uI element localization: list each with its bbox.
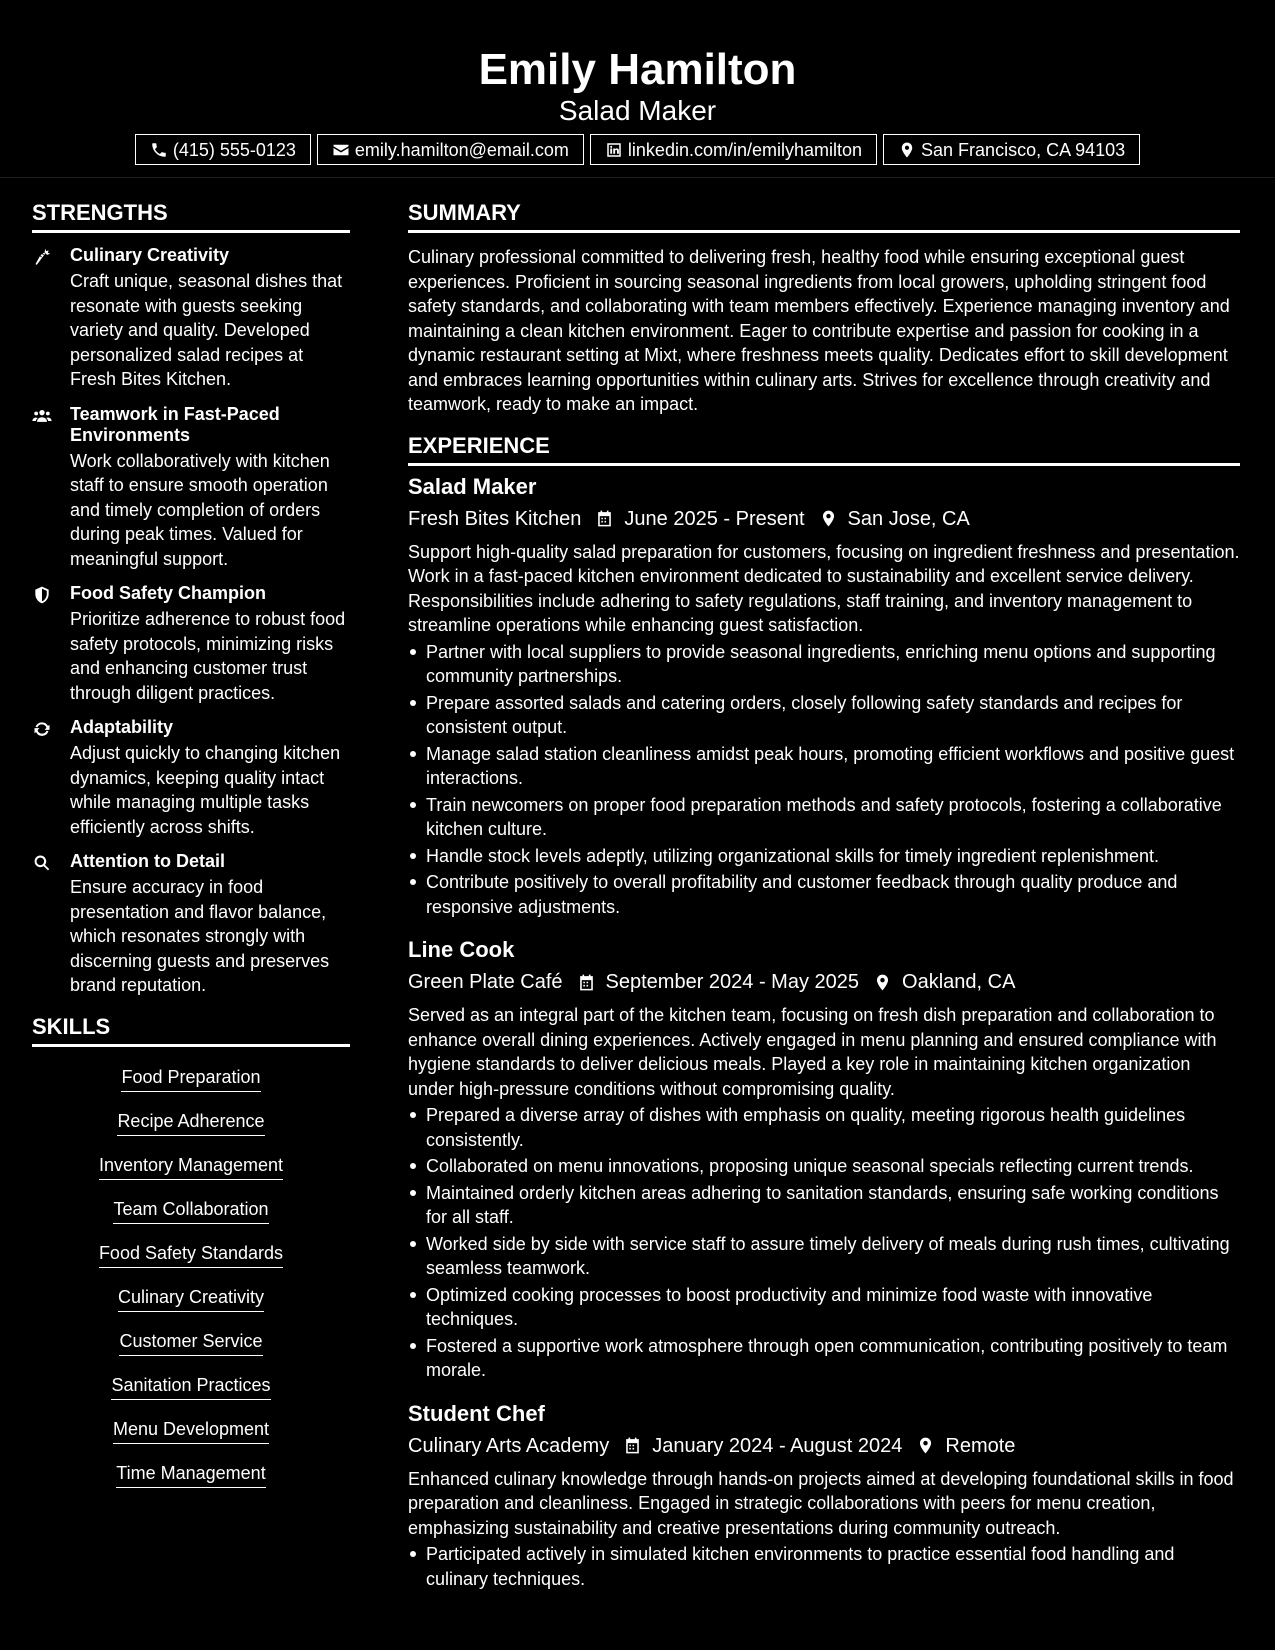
section-divider [408,463,1240,466]
strength-title: Teamwork in Fast-Paced Environments [70,403,280,445]
job-bullet: Fostered a supportive work atmosphere through open communication, contributing positively to team morale. [408,1334,1240,1383]
contact-phone[interactable] [135,134,311,165]
section-divider [32,1044,350,1047]
job-bullets [408,1103,1240,1383]
job-description: Served as an integral part of the kitchen team, focusing on fresh dish preparation and collaboration to enhance overall dining experiences. Actively engaged in menu planning and ensured compliance with hygiene standards to deliver delicious meals. Played a key role in maintaining kitchen organization under high-pressure conditions without compromising quality. [408,1005,1217,1099]
location-icon [898,141,916,159]
shield-icon [32,585,52,605]
job-bullet: Optimized cooking processes to boost productivity and minimize food waste with innovative techniques. [408,1283,1240,1332]
contact-linkedin-text: linkedin.com/in/emilyhamilton [627,139,863,160]
skill-tag: Sanitation Practices [111,1373,270,1400]
job-dates: June 2025 - Present [624,507,805,530]
summary-heading: SUMMARY [408,200,521,225]
job-entry [408,474,1240,920]
strength-item [32,245,350,392]
right-column [408,196,1240,1609]
skill-tag: Inventory Management [99,1153,283,1180]
strength-item [32,404,350,572]
sync-icon [32,719,52,739]
skill-tag: Recipe Adherence [117,1109,264,1136]
job-bullet: Prepare assorted salads and catering orders, closely following safety standards and recipes for consistent output. [408,691,1240,740]
location-icon [819,509,838,528]
job-bullet: Handle stock levels adeptly, utilizing organizational skills for timely ingredient replenishment. [408,844,1240,869]
calendar-icon [595,509,614,528]
location-icon [916,1436,935,1455]
job-location: San Jose, CA [847,507,970,530]
skill-tag: Menu Development [113,1417,269,1444]
linkedin-icon [605,141,623,159]
strength-title: Food Safety Champion [70,583,267,603]
strength-title: Culinary Creativity [70,245,230,265]
section-divider [32,230,350,233]
job-meta [408,1433,1240,1459]
job-location: Oakland, CA [902,971,1016,993]
job-title: Student Chef [408,1400,545,1426]
skills-heading: SKILLS [32,1013,111,1039]
job-meta [408,506,1240,532]
strength-item [32,717,350,839]
contact-email-text: emily.hamilton@email.com [354,139,569,160]
email-icon [332,141,350,159]
job-description: Support high-quality salad preparation for customers, focusing on ingredient freshness and presentation. Work in a fast-paced kitchen environment dedicated to sustainability and excellent service delivery. Responsibilities include adhering to safety regulations, staff training, and inventory management to streamline operations while enhancing guest satisfaction. [408,541,1240,635]
experience-heading: EXPERIENCE [408,432,550,458]
location-icon [873,973,892,992]
candidate-title: Salad Maker [558,95,717,126]
users-icon [32,406,52,426]
left-column [32,196,350,1505]
job-company: Green Plate Café [408,971,563,993]
strengths-heading: STRENGTHS [32,200,168,225]
strength-desc: Adjust quickly to changing kitchen dynamics, keeping quality intact while managing multiple tasks efficiently across shifts. [70,743,341,837]
skills-list [32,1059,350,1505]
skill-tag: Customer Service [119,1329,262,1356]
phone-icon [150,141,168,159]
summary-text: Culinary professional committed to delivering fresh, healthy food while ensuring exceptional guest experiences. Proficient in sourcing seasonal ingredients from local growers, upholding stringent food safety standards, and collaborating with team members effectively. Experience managing inventory and maintaining a clean kitchen environment. Eager to contribute expertise and passion for cooking in a dynamic restaurant setting at Mixt, where freshness meets quality. Dedicates effort to skill development and embraces learning opportunities within culinary arts. Strives for excellence through creativity and teamwork, ready to make an impact. [408,247,1230,414]
job-bullet: Manage salad station cleanliness amidst peak hours, promoting efficient workflows and positive guest interactions. [408,742,1240,791]
skill-tag: Team Collaboration [113,1197,268,1224]
contact-email[interactable] [317,134,584,165]
job-bullet: Train newcomers on proper food preparation methods and safety protocols, fostering a collaborative kitchen culture. [408,793,1240,842]
strength-desc: Work collaboratively with kitchen staff to ensure smooth operation and timely completion of orders during peak times. Valued for meaningful support. [70,450,330,569]
strength-desc: Prioritize adherence to robust food safety protocols, minimizing risks and enhancing customer trust through diligent practices. [70,609,346,703]
job-location: Remote [945,1434,1016,1457]
resume-header [0,0,1275,178]
calendar-icon [577,973,596,992]
strength-item [32,851,350,998]
job-bullets [408,640,1240,920]
job-entry [408,1401,1240,1592]
job-bullet: Maintained orderly kitchen areas adhering to sanitation standards, ensuring safe working conditions for all staff. [408,1181,1240,1230]
calendar-icon [623,1436,642,1455]
contact-location-text: San Francisco, CA 94103 [921,139,1126,160]
carrot-icon [32,247,52,267]
job-bullet: Collaborated on menu innovations, proposing unique seasonal specials reflecting current trends. [408,1154,1240,1179]
job-bullets [408,1542,1240,1591]
section-divider [408,230,1240,233]
job-bullet: Partner with local suppliers to provide seasonal ingredients, enriching menu options and supporting community partnerships. [408,640,1240,689]
strength-item [32,583,350,705]
job-dates: January 2024 - August 2024 [652,1434,903,1457]
contact-bar [0,134,1275,165]
job-description: Enhanced culinary knowledge through hands-on projects aimed at developing foundational skills in food preparation and cleanliness. Engaged in strategic collaborations with peers for menu creation, emphasizing sustainability and creative presentations during community outreach. [408,1468,1234,1538]
search-icon [32,853,52,873]
contact-linkedin[interactable] [590,134,877,165]
job-bullet: Participated actively in simulated kitchen environments to practice essential food handling and culinary techniques. [408,1542,1240,1591]
contact-phone-text: (415) 555-0123 [172,139,296,160]
candidate-name: Emily Hamilton [478,45,797,94]
job-meta [408,969,1240,995]
job-bullet: Contribute positively to overall profitability and customer feedback through quality produce and responsive adjustments. [408,870,1240,919]
job-title: Line Cook [408,937,515,962]
job-title: Salad Maker [408,473,537,499]
strength-title: Adaptability [70,717,174,737]
job-bullet: Prepared a diverse array of dishes with emphasis on quality, meeting rigorous health guidelines consistently. [408,1103,1240,1152]
skill-tag: Time Management [116,1461,265,1488]
skill-tag: Food Safety Standards [99,1241,283,1268]
strength-desc: Craft unique, seasonal dishes that resonate with guests seeking variety and quality. Developed personalized salad recipes at Fresh Bites Kitchen. [70,271,343,389]
strength-desc: Ensure accuracy in food presentation and flavor balance, which resonates strongly with discerning guests and preserves brand reputation. [70,877,330,995]
contact-location[interactable] [883,134,1140,165]
job-dates: September 2024 - May 2025 [605,971,860,993]
job-company: Culinary Arts Academy [408,1434,610,1457]
skill-tag: Food Preparation [121,1065,260,1092]
job-bullet: Worked side by side with service staff to assure timely delivery of meals during rush times, cultivating seamless teamwork. [408,1232,1240,1281]
job-entry [408,937,1240,1383]
skill-tag: Culinary Creativity [118,1285,264,1312]
job-company: Fresh Bites Kitchen [408,507,582,530]
strength-title: Attention to Detail [70,851,225,871]
